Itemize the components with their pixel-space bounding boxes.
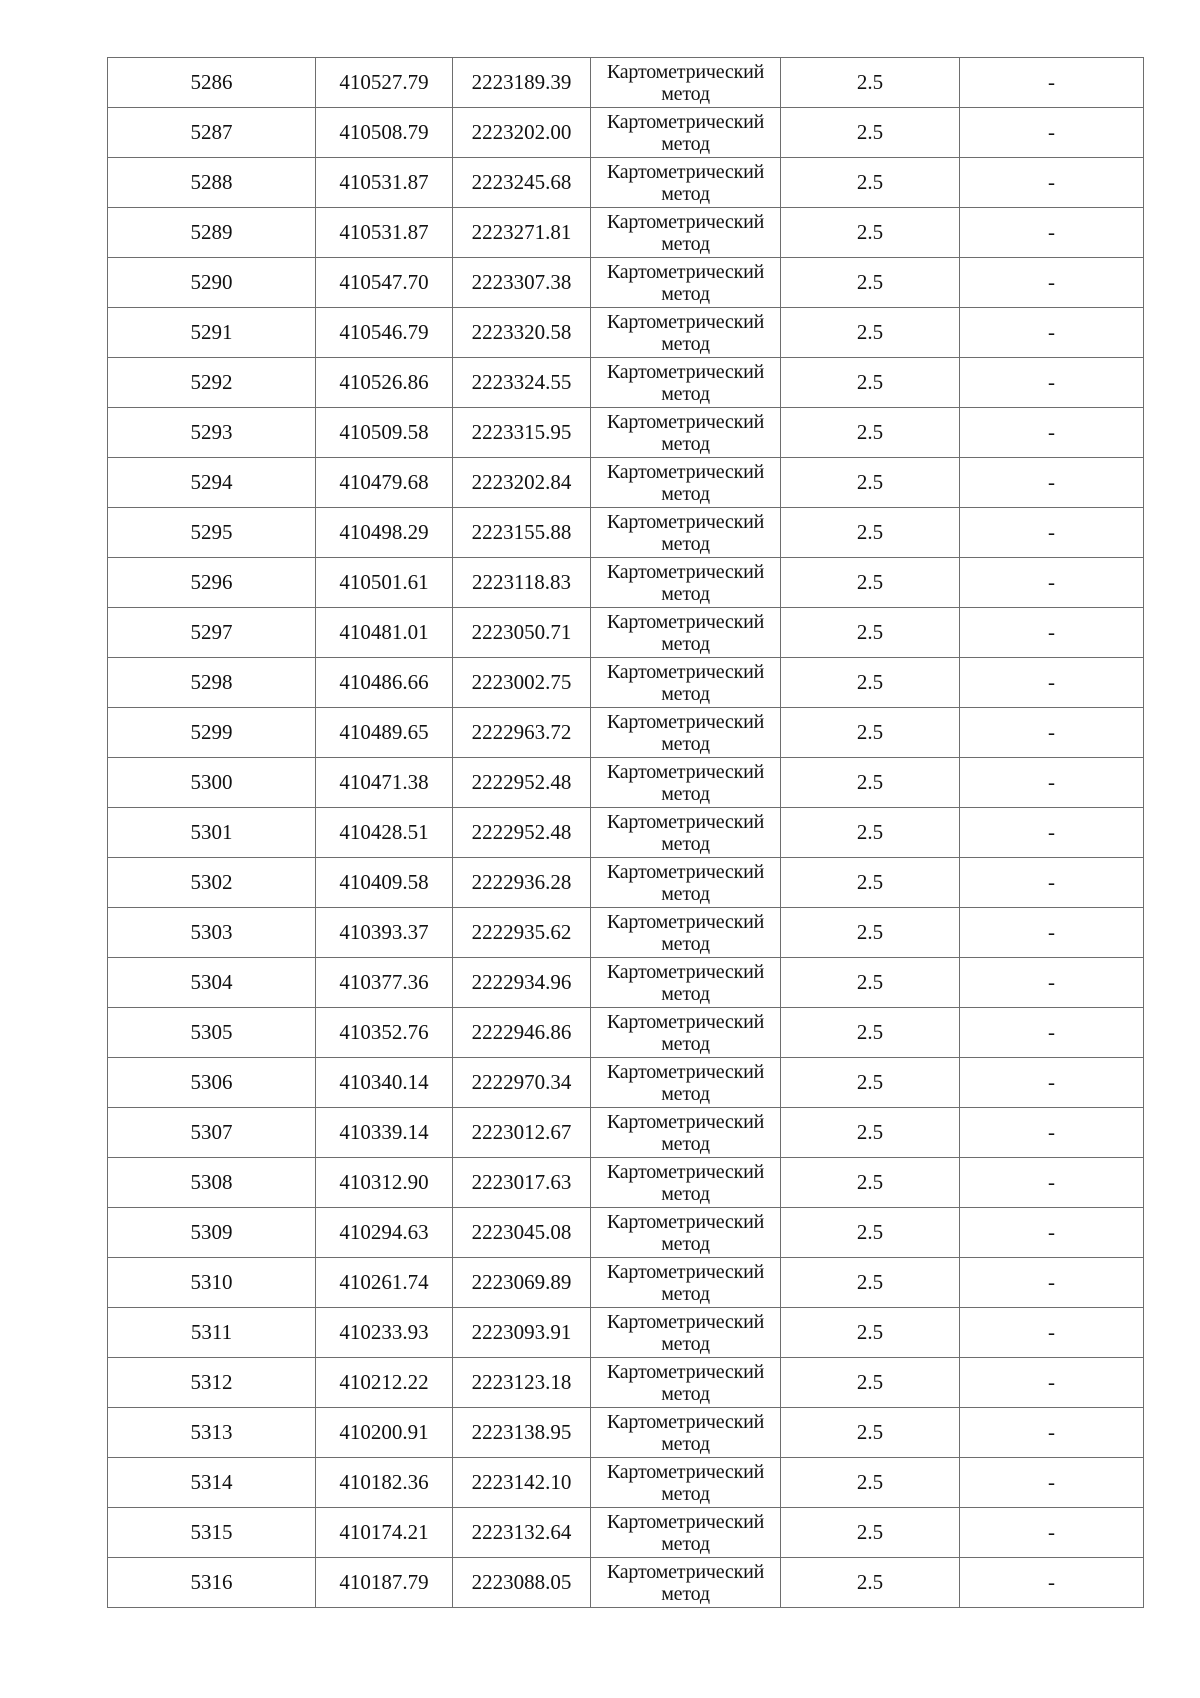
description-cell: - [960, 1208, 1144, 1258]
point-number-cell: 5306 [108, 1058, 316, 1108]
table-row [108, 558, 1144, 608]
method-line-1: Картометрический [606, 1560, 765, 1583]
method-cell [591, 858, 781, 908]
method-line-1: Картометрический [606, 60, 765, 83]
accuracy-cell: 2.5 [781, 1358, 960, 1408]
method-line-2: метод [661, 1232, 710, 1255]
description-cell: - [960, 1508, 1144, 1558]
method-line-1: Картометрический [606, 960, 765, 983]
x-coordinate-cell: 410393.37 [316, 908, 453, 958]
method-line-1: Картометрический [606, 860, 765, 883]
y-coordinate-cell: 2223324.55 [453, 358, 591, 408]
method-cell [591, 808, 781, 858]
y-coordinate-cell: 2222963.72 [453, 708, 591, 758]
table-row [108, 58, 1144, 108]
method-line-2: метод [661, 1482, 710, 1505]
point-number-cell: 5312 [108, 1358, 316, 1408]
accuracy-cell: 2.5 [781, 458, 960, 508]
point-number-cell: 5315 [108, 1508, 316, 1558]
table-row [108, 608, 1144, 658]
point-number-cell: 5286 [108, 58, 316, 108]
table-row [108, 1458, 1144, 1508]
point-number-cell: 5303 [108, 908, 316, 958]
point-number-cell: 5299 [108, 708, 316, 758]
method-cell [591, 508, 781, 558]
description-cell: - [960, 858, 1144, 908]
accuracy-cell: 2.5 [781, 508, 960, 558]
method-cell [591, 658, 781, 708]
method-line-2: метод [661, 382, 710, 405]
method-line-1: Картометрический [606, 160, 765, 183]
table-row [108, 1358, 1144, 1408]
method-cell [591, 1058, 781, 1108]
method-line-1: Картометрический [606, 1010, 765, 1033]
point-number-cell: 5290 [108, 258, 316, 308]
x-coordinate-cell: 410409.58 [316, 858, 453, 908]
x-coordinate-cell: 410508.79 [316, 108, 453, 158]
accuracy-cell: 2.5 [781, 858, 960, 908]
x-coordinate-cell: 410547.70 [316, 258, 453, 308]
accuracy-cell: 2.5 [781, 1008, 960, 1058]
method-line-2: метод [661, 232, 710, 255]
method-cell [591, 408, 781, 458]
description-cell: - [960, 258, 1144, 308]
y-coordinate-cell: 2223069.89 [453, 1258, 591, 1308]
x-coordinate-cell: 410200.91 [316, 1408, 453, 1458]
table-row [108, 1058, 1144, 1108]
method-line-1: Картометрический [606, 510, 765, 533]
accuracy-cell: 2.5 [781, 1408, 960, 1458]
point-number-cell: 5313 [108, 1408, 316, 1458]
description-cell: - [960, 208, 1144, 258]
point-number-cell: 5307 [108, 1108, 316, 1158]
method-line-2: метод [661, 882, 710, 905]
point-number-cell: 5292 [108, 358, 316, 408]
table-row [108, 108, 1144, 158]
method-line-1: Картометрический [606, 410, 765, 433]
table-row [108, 208, 1144, 258]
x-coordinate-cell: 410526.86 [316, 358, 453, 408]
table-row [108, 1258, 1144, 1308]
method-line-1: Картометрический [606, 1460, 765, 1483]
y-coordinate-cell: 2223320.58 [453, 308, 591, 358]
x-coordinate-cell: 410489.65 [316, 708, 453, 758]
method-cell [591, 1558, 781, 1608]
y-coordinate-cell: 2223142.10 [453, 1458, 591, 1508]
method-cell [591, 1108, 781, 1158]
x-coordinate-cell: 410233.93 [316, 1308, 453, 1358]
method-line-1: Картометрический [606, 110, 765, 133]
method-line-2: метод [661, 632, 710, 655]
y-coordinate-cell: 2223202.84 [453, 458, 591, 508]
accuracy-cell: 2.5 [781, 108, 960, 158]
y-coordinate-cell: 2223155.88 [453, 508, 591, 558]
x-coordinate-cell: 410187.79 [316, 1558, 453, 1608]
y-coordinate-cell: 2223088.05 [453, 1558, 591, 1608]
accuracy-cell: 2.5 [781, 1108, 960, 1158]
accuracy-cell: 2.5 [781, 1258, 960, 1308]
x-coordinate-cell: 410340.14 [316, 1058, 453, 1108]
accuracy-cell: 2.5 [781, 1508, 960, 1558]
description-cell: - [960, 1408, 1144, 1458]
y-coordinate-cell: 2222934.96 [453, 958, 591, 1008]
method-cell [591, 58, 781, 108]
description-cell: - [960, 808, 1144, 858]
description-cell: - [960, 458, 1144, 508]
method-line-2: метод [661, 1582, 710, 1605]
point-number-cell: 5302 [108, 858, 316, 908]
point-number-cell: 5311 [108, 1308, 316, 1358]
x-coordinate-cell: 410428.51 [316, 808, 453, 858]
method-line-2: метод [661, 282, 710, 305]
accuracy-cell: 2.5 [781, 1558, 960, 1608]
y-coordinate-cell: 2222935.62 [453, 908, 591, 958]
x-coordinate-cell: 410509.58 [316, 408, 453, 458]
method-line-2: метод [661, 182, 710, 205]
method-line-2: метод [661, 1332, 710, 1355]
method-line-1: Картометрический [606, 360, 765, 383]
point-number-cell: 5316 [108, 1558, 316, 1608]
method-cell [591, 108, 781, 158]
description-cell: - [960, 508, 1144, 558]
x-coordinate-cell: 410352.76 [316, 1008, 453, 1058]
table-row [108, 1508, 1144, 1558]
y-coordinate-cell: 2222952.48 [453, 758, 591, 808]
x-coordinate-cell: 410261.74 [316, 1258, 453, 1308]
method-cell [591, 458, 781, 508]
point-number-cell: 5291 [108, 308, 316, 358]
table-row [108, 508, 1144, 558]
point-number-cell: 5293 [108, 408, 316, 458]
point-number-cell: 5297 [108, 608, 316, 658]
point-number-cell: 5300 [108, 758, 316, 808]
table-row [108, 858, 1144, 908]
method-line-2: метод [661, 1082, 710, 1105]
method-line-1: Картометрический [606, 310, 765, 333]
point-number-cell: 5301 [108, 808, 316, 858]
x-coordinate-cell: 410182.36 [316, 1458, 453, 1508]
description-cell: - [960, 1158, 1144, 1208]
method-cell [591, 1358, 781, 1408]
x-coordinate-cell: 410479.68 [316, 458, 453, 508]
table-row [108, 1108, 1144, 1158]
table-row [108, 408, 1144, 458]
method-line-1: Картометрический [606, 460, 765, 483]
accuracy-cell: 2.5 [781, 258, 960, 308]
y-coordinate-cell: 2222936.28 [453, 858, 591, 908]
y-coordinate-cell: 2223093.91 [453, 1308, 591, 1358]
accuracy-cell: 2.5 [781, 808, 960, 858]
accuracy-cell: 2.5 [781, 158, 960, 208]
method-line-1: Картометрический [606, 1110, 765, 1133]
x-coordinate-cell: 410312.90 [316, 1158, 453, 1208]
method-cell [591, 1508, 781, 1558]
method-cell [591, 708, 781, 758]
description-cell: - [960, 308, 1144, 358]
point-number-cell: 5289 [108, 208, 316, 258]
point-number-cell: 5295 [108, 508, 316, 558]
point-number-cell: 5308 [108, 1158, 316, 1208]
accuracy-cell: 2.5 [781, 958, 960, 1008]
accuracy-cell: 2.5 [781, 608, 960, 658]
method-line-1: Картометрический [606, 1060, 765, 1083]
table-row [108, 308, 1144, 358]
description-cell: - [960, 358, 1144, 408]
method-line-2: метод [661, 1432, 710, 1455]
table-row [108, 758, 1144, 808]
table-row [108, 158, 1144, 208]
x-coordinate-cell: 410377.36 [316, 958, 453, 1008]
description-cell: - [960, 1058, 1144, 1108]
method-line-2: метод [661, 782, 710, 805]
y-coordinate-cell: 2223189.39 [453, 58, 591, 108]
method-line-2: метод [661, 432, 710, 455]
accuracy-cell: 2.5 [781, 208, 960, 258]
method-line-1: Картометрический [606, 560, 765, 583]
y-coordinate-cell: 2223202.00 [453, 108, 591, 158]
x-coordinate-cell: 410339.14 [316, 1108, 453, 1158]
method-line-1: Картометрический [606, 1510, 765, 1533]
method-line-2: метод [661, 532, 710, 555]
y-coordinate-cell: 2223017.63 [453, 1158, 591, 1208]
method-cell [591, 758, 781, 808]
method-line-2: метод [661, 582, 710, 605]
method-cell [591, 1208, 781, 1258]
method-line-1: Картометрический [606, 910, 765, 933]
method-line-1: Картометрический [606, 260, 765, 283]
table-row [108, 958, 1144, 1008]
y-coordinate-cell: 2223012.67 [453, 1108, 591, 1158]
method-line-1: Картометрический [606, 1410, 765, 1433]
method-line-1: Картометрический [606, 810, 765, 833]
method-line-2: метод [661, 1182, 710, 1205]
x-coordinate-cell: 410212.22 [316, 1358, 453, 1408]
method-line-1: Картометрический [606, 1210, 765, 1233]
description-cell: - [960, 608, 1144, 658]
accuracy-cell: 2.5 [781, 558, 960, 608]
table-row [108, 1308, 1144, 1358]
method-line-2: метод [661, 982, 710, 1005]
description-cell: - [960, 1558, 1144, 1608]
table-row [108, 708, 1144, 758]
description-cell: - [960, 758, 1144, 808]
table-row [108, 1208, 1144, 1258]
x-coordinate-cell: 410498.29 [316, 508, 453, 558]
table-row [108, 258, 1144, 308]
x-coordinate-cell: 410481.01 [316, 608, 453, 658]
point-number-cell: 5304 [108, 958, 316, 1008]
y-coordinate-cell: 2223002.75 [453, 658, 591, 708]
point-number-cell: 5296 [108, 558, 316, 608]
method-cell [591, 1158, 781, 1208]
table-row [108, 808, 1144, 858]
method-line-2: метод [661, 1382, 710, 1405]
coordinates-table [107, 57, 1144, 1608]
method-line-2: метод [661, 732, 710, 755]
x-coordinate-cell: 410486.66 [316, 658, 453, 708]
method-line-2: метод [661, 1282, 710, 1305]
method-cell [591, 1408, 781, 1458]
method-cell [591, 1308, 781, 1358]
accuracy-cell: 2.5 [781, 408, 960, 458]
x-coordinate-cell: 410294.63 [316, 1208, 453, 1258]
method-line-1: Картометрический [606, 1310, 765, 1333]
table-row [108, 1558, 1144, 1608]
point-number-cell: 5298 [108, 658, 316, 708]
method-line-2: метод [661, 332, 710, 355]
point-number-cell: 5288 [108, 158, 316, 208]
table-row [108, 1158, 1144, 1208]
point-number-cell: 5287 [108, 108, 316, 158]
method-cell [591, 308, 781, 358]
accuracy-cell: 2.5 [781, 1058, 960, 1108]
point-number-cell: 5294 [108, 458, 316, 508]
x-coordinate-cell: 410531.87 [316, 208, 453, 258]
point-number-cell: 5310 [108, 1258, 316, 1308]
method-line-2: метод [661, 1032, 710, 1055]
method-cell [591, 258, 781, 308]
accuracy-cell: 2.5 [781, 1208, 960, 1258]
y-coordinate-cell: 2223138.95 [453, 1408, 591, 1458]
method-line-2: метод [661, 932, 710, 955]
description-cell: - [960, 1008, 1144, 1058]
method-line-1: Картометрический [606, 1260, 765, 1283]
method-cell [591, 558, 781, 608]
y-coordinate-cell: 2222946.86 [453, 1008, 591, 1058]
method-line-2: метод [661, 82, 710, 105]
accuracy-cell: 2.5 [781, 1158, 960, 1208]
coordinates-table-body [108, 58, 1144, 1608]
table-row [108, 1408, 1144, 1458]
method-cell [591, 1258, 781, 1308]
description-cell: - [960, 158, 1144, 208]
description-cell: - [960, 908, 1144, 958]
method-cell [591, 1458, 781, 1508]
point-number-cell: 5305 [108, 1008, 316, 1058]
accuracy-cell: 2.5 [781, 308, 960, 358]
description-cell: - [960, 708, 1144, 758]
point-number-cell: 5309 [108, 1208, 316, 1258]
y-coordinate-cell: 2222970.34 [453, 1058, 591, 1108]
method-line-1: Картометрический [606, 1360, 765, 1383]
x-coordinate-cell: 410531.87 [316, 158, 453, 208]
method-line-1: Картометрический [606, 1160, 765, 1183]
x-coordinate-cell: 410501.61 [316, 558, 453, 608]
method-line-2: метод [661, 1532, 710, 1555]
method-cell [591, 358, 781, 408]
method-line-2: метод [661, 482, 710, 505]
description-cell: - [960, 108, 1144, 158]
y-coordinate-cell: 2223271.81 [453, 208, 591, 258]
method-cell [591, 158, 781, 208]
accuracy-cell: 2.5 [781, 358, 960, 408]
description-cell: - [960, 558, 1144, 608]
method-line-1: Картометрический [606, 760, 765, 783]
method-cell [591, 1008, 781, 1058]
y-coordinate-cell: 2223045.08 [453, 1208, 591, 1258]
x-coordinate-cell: 410546.79 [316, 308, 453, 358]
y-coordinate-cell: 2223245.68 [453, 158, 591, 208]
method-line-1: Картометрический [606, 610, 765, 633]
y-coordinate-cell: 2223132.64 [453, 1508, 591, 1558]
point-number-cell: 5314 [108, 1458, 316, 1508]
method-cell [591, 958, 781, 1008]
method-cell [591, 908, 781, 958]
y-coordinate-cell: 2222952.48 [453, 808, 591, 858]
description-cell: - [960, 1308, 1144, 1358]
table-row [108, 458, 1144, 508]
description-cell: - [960, 1458, 1144, 1508]
method-line-2: метод [661, 832, 710, 855]
method-line-2: метод [661, 1132, 710, 1155]
method-cell [591, 208, 781, 258]
accuracy-cell: 2.5 [781, 758, 960, 808]
method-line-2: метод [661, 682, 710, 705]
method-line-1: Картометрический [606, 660, 765, 683]
description-cell: - [960, 1358, 1144, 1408]
description-cell: - [960, 408, 1144, 458]
table-row [108, 658, 1144, 708]
description-cell: - [960, 58, 1144, 108]
y-coordinate-cell: 2223050.71 [453, 608, 591, 658]
x-coordinate-cell: 410527.79 [316, 58, 453, 108]
method-line-1: Картометрический [606, 710, 765, 733]
method-cell [591, 608, 781, 658]
y-coordinate-cell: 2223118.83 [453, 558, 591, 608]
description-cell: - [960, 958, 1144, 1008]
description-cell: - [960, 658, 1144, 708]
y-coordinate-cell: 2223123.18 [453, 1358, 591, 1408]
y-coordinate-cell: 2223307.38 [453, 258, 591, 308]
method-line-2: метод [661, 132, 710, 155]
table-row [108, 1008, 1144, 1058]
x-coordinate-cell: 410174.21 [316, 1508, 453, 1558]
accuracy-cell: 2.5 [781, 658, 960, 708]
accuracy-cell: 2.5 [781, 708, 960, 758]
method-line-1: Картометрический [606, 210, 765, 233]
accuracy-cell: 2.5 [781, 908, 960, 958]
table-row [108, 908, 1144, 958]
table-row [108, 358, 1144, 408]
accuracy-cell: 2.5 [781, 1458, 960, 1508]
x-coordinate-cell: 410471.38 [316, 758, 453, 808]
accuracy-cell: 2.5 [781, 1308, 960, 1358]
description-cell: - [960, 1108, 1144, 1158]
accuracy-cell: 2.5 [781, 58, 960, 108]
description-cell: - [960, 1258, 1144, 1308]
y-coordinate-cell: 2223315.95 [453, 408, 591, 458]
